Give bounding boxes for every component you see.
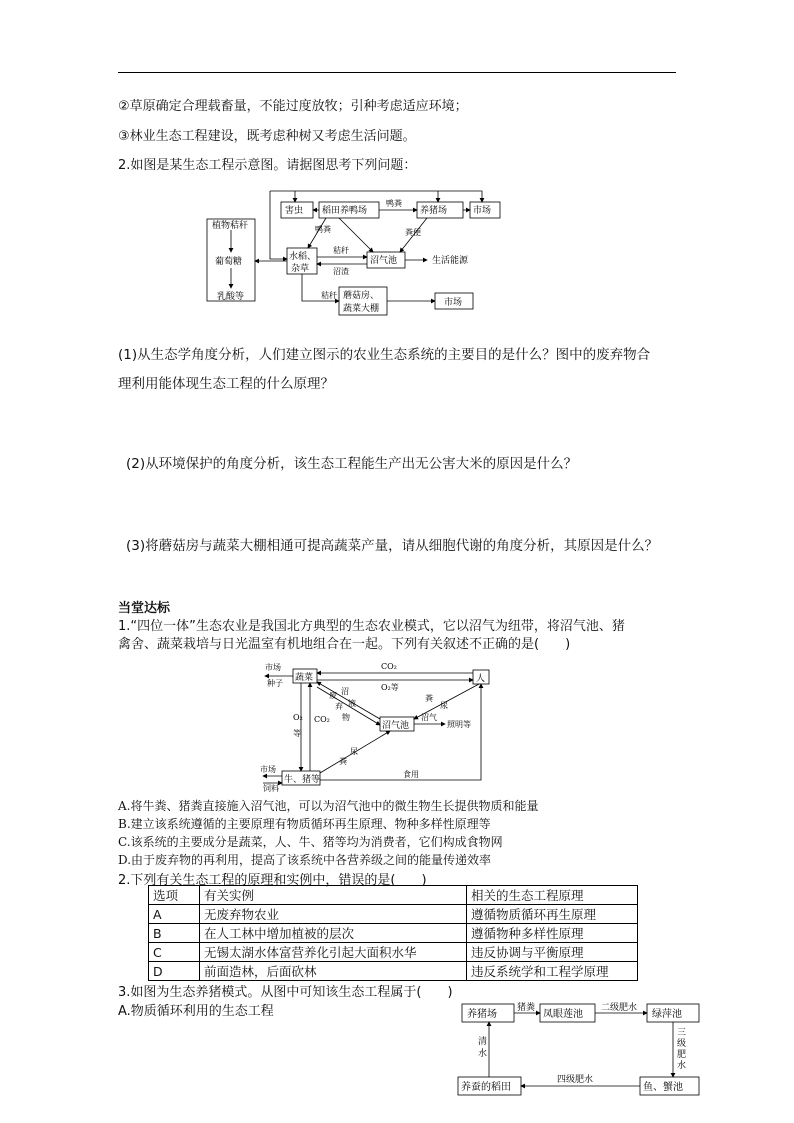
- d1-pests: 害虫: [285, 206, 304, 216]
- d1-lbl-feces: 粪便: [405, 228, 421, 237]
- d1-lbl-duck: 鸭粪: [315, 225, 331, 234]
- d3-silkworm-rice: 养蚕的稻田: [461, 1082, 511, 1093]
- d1-market1: 市场: [473, 206, 492, 216]
- d1-market2: 市场: [444, 298, 463, 308]
- d3-fish-crab: 鱼、蟹池: [643, 1082, 683, 1093]
- eco-engineering-diagram: [195, 182, 505, 324]
- q1-line1: (1)从生态学角度分析，人们建立图示的农业生态系统的主要目的是什么？图中的废弃物合: [118, 347, 651, 363]
- d2-cattle: 牛、猪等: [284, 775, 321, 785]
- table-row: [149, 943, 638, 962]
- q2-text: (2)从环境保护的角度分析，该生态工程能生产出无公害大米的原因是什么？: [126, 456, 578, 472]
- top-rule: [118, 72, 676, 73]
- d1-biogas: 沼气池: [370, 256, 398, 266]
- d2-o2-etc: O₂等: [381, 683, 399, 692]
- d1-straw-box: 植物秸秆: [212, 221, 249, 231]
- option-d: D.由于废弃物的再利用，提高了该系统中各营养级之间的能量传递效率: [118, 853, 492, 867]
- q3-stem: 3.如图为生态养猪模式。从图中可知该生态工程属于( ): [118, 985, 453, 1000]
- text-item-3: ③林业生态工程建设，既考虑种树又考虑生活问题。: [118, 129, 416, 144]
- option-a: A.将牛粪、猪粪直接施入沼气池，可以为沼气池中的微生物生长提供物质和能量: [118, 799, 539, 813]
- d1-lbl-straw1: 秸秆: [333, 246, 349, 255]
- table-cell: 违反协调与平衡原理: [467, 943, 638, 962]
- d2-waste-3: 物: [342, 713, 350, 722]
- d2-biogas: 沼气池: [382, 721, 410, 731]
- table-cell: 无锡太湖水体富营养化引起大面积水华: [200, 943, 467, 962]
- d2-biogas-gas: 沼气: [421, 713, 437, 722]
- d2-deng: 等: [293, 729, 301, 738]
- table-cell: B: [149, 924, 200, 943]
- table-header: 相关的生态工程原理: [467, 886, 638, 905]
- d1-pig-farm: 养猪场: [420, 206, 448, 216]
- table-cell: A: [149, 905, 200, 924]
- dt-q1-line1: 1.“四位一体”生态农业是我国北方典型的生态农业模式，它以沼气为纽带，将沼气池、猪: [118, 619, 625, 634]
- d2-veg: 蔬菜: [295, 673, 314, 683]
- d1-life-energy: 生活能源: [432, 256, 469, 266]
- d2-waste-1: 废: [329, 691, 337, 700]
- d1-lbl-residue: 沼渣: [333, 267, 349, 276]
- d3-pig-farm: 养猪场: [467, 1009, 497, 1020]
- question-2-intro: 2.如图是某生态工程示意图。请据图思考下列问题：: [118, 158, 417, 173]
- table-header: 有关实例: [200, 886, 467, 905]
- table-header: 选项: [149, 886, 200, 905]
- table-cell: 在人工林中增加植被的层次: [200, 924, 467, 943]
- d3-lbl-pig-manure: 猪粪: [517, 1003, 536, 1013]
- text-item-2: ②草原确定合理载畜量，不能过度放牧；引种考虑适应环境；: [118, 99, 468, 114]
- d3-lbl-level2: 二级肥水: [601, 1003, 638, 1013]
- table-row: [149, 962, 638, 981]
- option-c: C.该系统的主要成分是蔬菜，人、牛、猪等均为消费者，它们构成食物网: [118, 835, 503, 849]
- d2-market-bot: 市场: [260, 765, 276, 774]
- table-cell: 无废弃物农业: [200, 905, 467, 924]
- option-b: B.建立该系统遵循的主要原理有物质循环再生原理、物种多样性原理等: [118, 817, 491, 831]
- d3-lbl-clean-1: 清: [478, 1037, 488, 1047]
- table-cell: 遵循物质循环再生原理: [467, 905, 638, 924]
- d2-lighting: 照明等: [447, 720, 471, 729]
- table-cell: D: [149, 962, 200, 981]
- dt-q1-line2: 禽舍、蔬菜栽培与日光温室有机地组合在一起。下列有关叙述不正确的是( ): [118, 637, 571, 652]
- table-row: [149, 905, 638, 924]
- d2-market-top: 市场: [265, 663, 281, 672]
- d3-lotus-pond: 凤眼莲池: [543, 1009, 583, 1020]
- d3-lbl-level3-2: 级: [677, 1039, 687, 1049]
- q3-text: (3)将蘑菇房与蔬菜大棚相通可提高蔬菜产量，请从细胞代谢的角度分析，其原因是什么？: [126, 538, 659, 554]
- d1-glucose: 葡萄糖: [215, 257, 243, 267]
- table-cell: 前面造林，后面砍林: [200, 962, 467, 981]
- d1-lbl-duck-manure: 鸭粪: [386, 199, 402, 208]
- q2-stem: 2.下列有关生态工程的原理和实例中，错误的是( ): [118, 873, 427, 888]
- d2-zhaoye-2: 液: [348, 699, 356, 708]
- d2-co2-mid: CO₂: [314, 715, 330, 724]
- d3-lbl-clean-2: 水: [478, 1049, 488, 1059]
- d3-lbl-level3-4: 水: [677, 1061, 687, 1071]
- d3-algae-pond: 绿萍池: [652, 1009, 682, 1020]
- d1-rice-duck: 稻田养鸭场: [322, 206, 368, 216]
- d2-waste-2: 弃: [335, 702, 343, 711]
- d1-rice-1: 水稻、: [289, 252, 317, 262]
- d1-lactic: 乳酸等: [217, 292, 245, 302]
- table-cell: 遵循物种多样性原理: [467, 924, 638, 943]
- d1-lbl-straw2: 秸秆: [321, 291, 337, 300]
- table-header-row: [149, 886, 638, 905]
- q3-option-a: A.物质循环利用的生态工程: [118, 1004, 274, 1019]
- four-in-one-diagram: [255, 658, 495, 792]
- d1-mushroom-2: 蔬菜大棚: [343, 304, 380, 314]
- d2-seeds: 种子: [267, 679, 283, 688]
- d2-fenniao-r2: 尿: [440, 701, 448, 710]
- principles-table: [148, 885, 638, 981]
- d2-feed: 饲料: [263, 784, 279, 792]
- d2-co2-top: CO₂: [381, 662, 397, 671]
- table-cell: 违反系统学和工程学原理: [467, 962, 638, 981]
- d2-person: 人: [476, 674, 486, 684]
- d2-zhaoye-1: 沼: [341, 687, 349, 696]
- d1-rice-2: 杂草: [291, 264, 310, 274]
- d3-lbl-level4: 四级肥水: [557, 1075, 594, 1085]
- pig-farming-diagram: [455, 998, 705, 1100]
- d3-lbl-level3-3: 肥: [677, 1050, 687, 1060]
- d2-food: 食用: [403, 770, 419, 779]
- table-row: [149, 924, 638, 943]
- d2-fenniao-b2: 尿: [350, 747, 358, 756]
- section-heading: 当堂达标: [118, 601, 171, 616]
- d2-fenniao-r1: 粪: [425, 694, 433, 703]
- d2-o2-left: O₂: [293, 713, 303, 722]
- table-cell: C: [149, 943, 200, 962]
- d2-fenniao-b1: 粪: [339, 757, 347, 766]
- q1-line2: 理利用能体现生态工程的什么原理？: [118, 376, 334, 392]
- d1-mushroom-1: 蘑菇房、: [343, 291, 380, 301]
- d3-lbl-level3-1: 三: [677, 1028, 687, 1038]
